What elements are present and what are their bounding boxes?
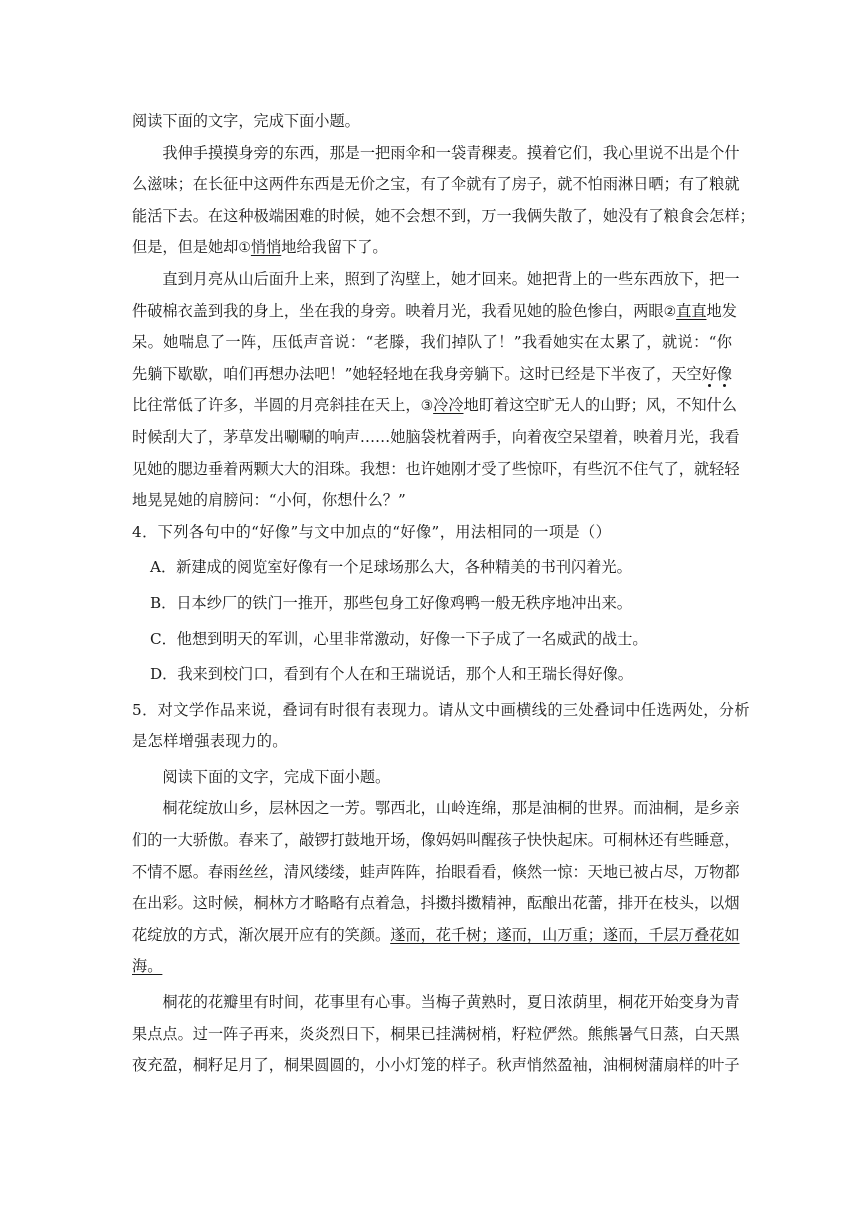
underlined-reduplication-1: 悄悄 [250, 238, 282, 257]
text-line [132, 390, 737, 422]
emphasis-dotted-char: 像 [716, 364, 733, 383]
text-segment: 地给我留下了。 [281, 238, 388, 257]
text-line: 果点点。过一阵子再来，炎炎烈日下，桐果已挂满树梢，籽粒俨然。熊熊暑气日蒸，白天黑 [132, 1024, 740, 1043]
text-segment: 花绽放的方式，渐次展开应有的笑颜。 [132, 925, 391, 944]
question-4-option-b: B．日本纱厂的铁门一推开，那些包身工好像鸡鸭一般无秩序地冲出来。 [150, 593, 632, 612]
question-5-line: 5．对文学作品来说，叠词有时很有表现力。请从文中画横线的三处叠词中任选两处，分析 [132, 700, 750, 719]
text-line: 桐花的花瓣里有时间，花事里有心事。当梅子黄熟时，夏日浓荫里，桐花开始变身为青 [162, 993, 740, 1012]
reading-instruction-2: 阅读下面的文字，完成下面小题。 [162, 767, 391, 786]
marker-1: ① [238, 240, 251, 257]
text-segment: 件破棉衣盖到我的身上，坐在我的身旁。映着月光，我看见她的脸色惨白，两眼 [132, 301, 664, 320]
question-5-line: 是怎样增强表现力的。 [132, 732, 288, 751]
text-segment: 但是，但是她却 [132, 238, 239, 257]
text-line [132, 232, 732, 264]
question-4-option-d: D．我来到校门口，看到有个人在和王瑞说话，那个人和王瑞长得好像。 [150, 665, 633, 684]
text-line: 么滋味；在长征中这两件东西是无价之宝，有了伞就有了房子，就不怕雨淋日晒；有了粮就 [132, 175, 740, 194]
text-line [132, 359, 732, 391]
text-line: 直到月亮从山后面升上来，照到了沟壁上，她才回来。她把背上的一些东西放下，把一 [162, 269, 740, 288]
text-line: 呆。她喘息了一阵，压低声音说：“老滕，我们掉队了！”我看她实在太累了，就说：“你 [132, 333, 732, 352]
question-4-option-c: C．他想到明天的军训，心里非常激动，好像一下子成了一名威武的战士。 [150, 629, 648, 648]
passage1-paragraph1 [132, 138, 755, 264]
text-line [132, 920, 740, 952]
marker-2: ② [663, 303, 677, 320]
passage2-paragraph1 [132, 793, 740, 983]
underlined-reduplication-3: 冷冷 [433, 396, 464, 415]
text-segment: 先躺下歇歇，咱们再想办法吧！”她轻轻地在我身旁躺下。这时已经是下半夜了，天空 [132, 364, 702, 383]
text-line: 见她的腮边垂着两颗大大的泪珠。我想：也许她刚才受了些惊吓，有些沉不住气了，就轻轻 [132, 459, 740, 478]
text-line: 不情不愿。春雨丝丝，清风缕缕，蛙声阵阵，抬眼看看，倏然一惊：天地已被占尽，万物都 [132, 862, 740, 881]
text-line: 夜充盈，桐籽足月了，桐果圆圆的，小小灯笼的样子。秋声悄然盈袖，油桐树蒲扇样的叶子 [132, 1056, 740, 1075]
marker-3: ③ [420, 398, 434, 415]
text-segment: 比往常低了许多，半圆的月亮斜挂在天上， [132, 396, 421, 415]
text-line: 能活下去。在这种极端困难的时候，她不会想不到，万一我俩失散了，她没有了粮食会怎样； [132, 206, 755, 225]
text-segment: 地盯着这空旷无人的山野；风，不知什么 [463, 396, 737, 415]
text-line: 在出彩。这时候，桐林方才略略有点着急，抖擞抖擞精神，酝酿出花蕾，排开在枝头，以烟 [132, 894, 740, 913]
question-4-stem: 4．下列各句中的“好像”与文中加点的“好像”，用法相同的一项是（） [132, 522, 612, 541]
text-line: 们的一大骄傲。春来了，敲锣打鼓地开场，像妈妈叫醒孩子快快起床。可桐林还有些睡意， [132, 831, 740, 850]
passage2-paragraph2 [132, 987, 740, 1082]
underlined-sentence: 遂而，花千树；遂而，山万重；遂而，千层万叠花如 [390, 925, 740, 944]
underlined-reduplication-2: 直直 [676, 301, 707, 320]
text-line: 我伸手摸摸身旁的东西，那是一把雨伞和一袋青稞麦。摸着它们，我心里说不出是个什 [162, 143, 740, 162]
reading-instruction-1: 阅读下面的文字，完成下面小题。 [132, 112, 360, 130]
text-line: 桐花绽放山乡，层林因之一芳。鄂西北，山岭连绵，那是油桐的世界。而油桐，是乡亲 [162, 799, 740, 818]
underlined-sentence-end: 海。 [132, 957, 163, 976]
text-segment: 地发 [706, 301, 737, 320]
text-line [132, 951, 732, 983]
text-line [132, 296, 737, 328]
question-4-option-a: A．新建成的阅览室好像有一个足球场那么大，各种精美的书刊闪着光。 [150, 558, 632, 577]
text-line: 地晃晃她的肩膀问：“小何，你想什么？” [132, 491, 406, 510]
document-body [132, 106, 755, 1082]
emphasis-dotted-char: 好 [701, 364, 717, 383]
text-line: 时候刮大了，茅草发出唰唰的响声……她脑袋枕着两手，向着夜空呆望着，映着月光，我看 [132, 427, 740, 446]
passage1-paragraph2 [132, 264, 740, 517]
